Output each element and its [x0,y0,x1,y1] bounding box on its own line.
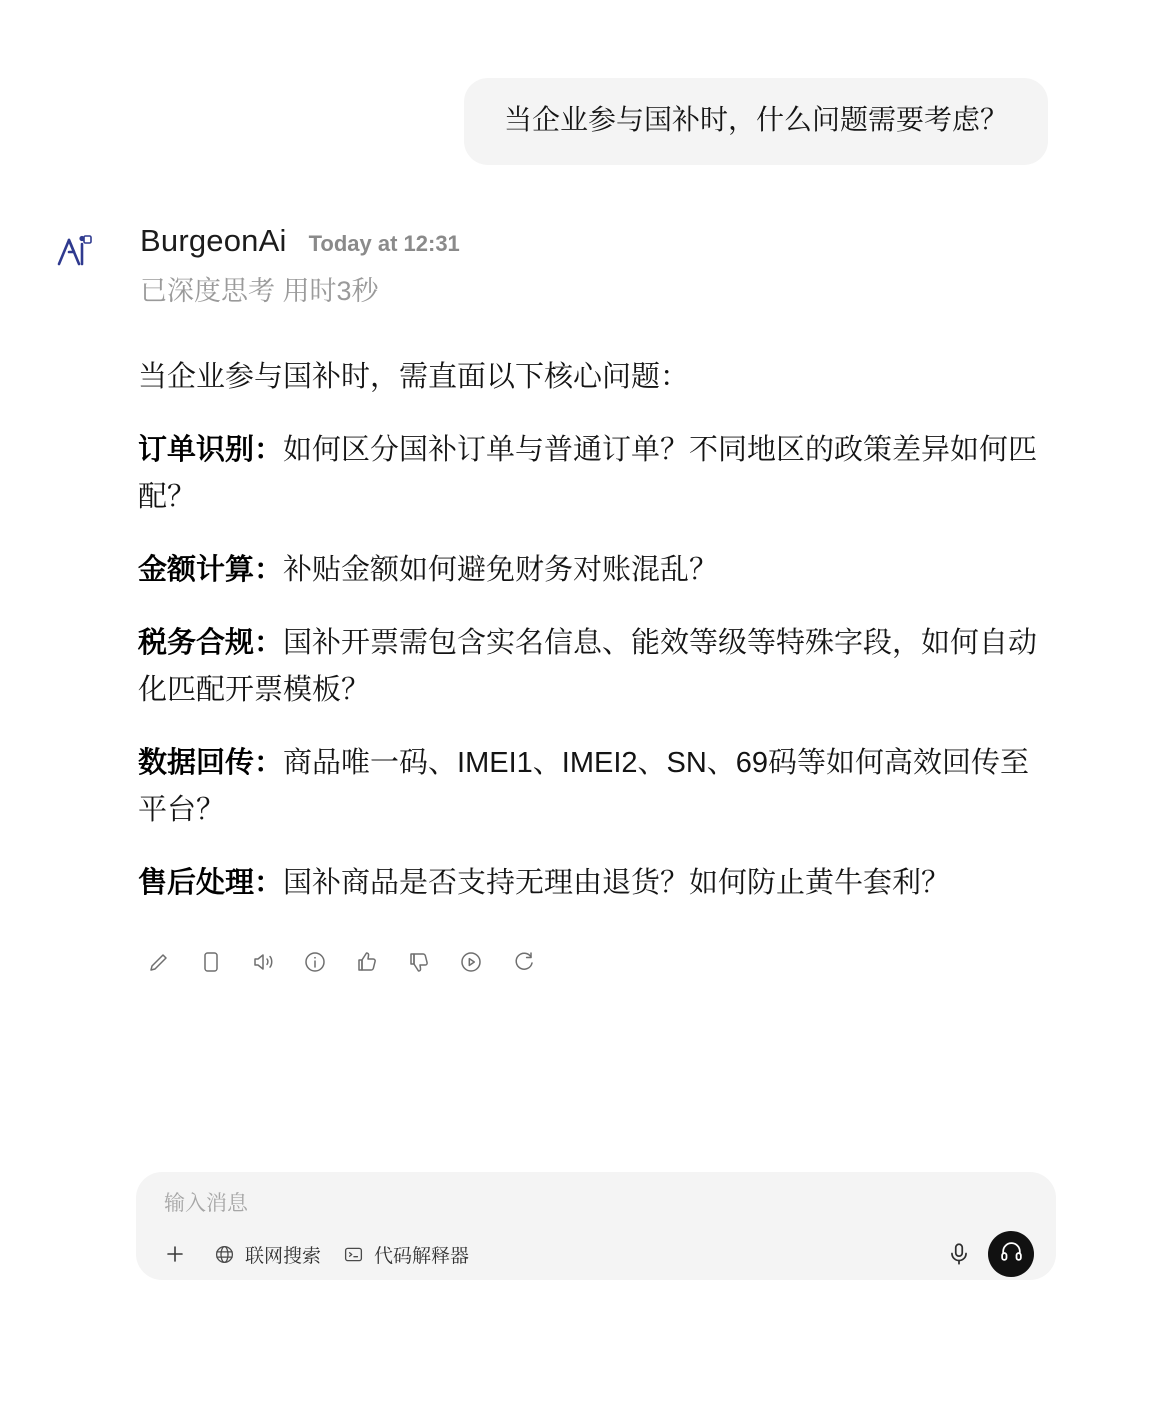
point-label: 金额计算： [138,554,284,587]
assistant-timestamp: Today at 12:31 [308,231,460,257]
speaker-icon[interactable] [248,947,278,977]
thinking-status[interactable]: 已深度思考 用时3秒 [140,276,379,307]
point-paragraph [138,860,1056,907]
intro-paragraph: 当企业参与国补时，需直面以下核心问题： [138,361,690,394]
microphone-icon[interactable] [946,1241,972,1267]
point-paragraph [138,740,1056,834]
user-message-bubble: 当企业参与国补时，什么问题需要考虑？ [464,78,1048,165]
assistant-header [48,223,1056,308]
web-search-label: 联网搜索 [245,1245,322,1267]
point-label: 订单识别： [138,434,284,467]
assistant-name: BurgeonAi [140,223,287,259]
point-text: 如何区分国补订单与普通订单？不同地区的政策差异如何匹配？ [138,434,1038,514]
add-attachment-button[interactable] [158,1237,192,1271]
thumbs-down-icon[interactable] [404,947,434,977]
message-action-bar [144,947,1056,977]
assistant-name-line [140,223,460,259]
message-composer[interactable] [136,1172,1056,1280]
code-interpreter-tool[interactable] [343,1241,469,1268]
assistant-header-text [140,223,460,308]
info-icon[interactable] [300,947,330,977]
point-paragraph [138,547,1056,594]
code-interpreter-label: 代码解释器 [374,1245,470,1267]
globe-icon [214,1244,235,1265]
point-label: 售后处理： [138,866,284,899]
edit-icon[interactable] [144,947,174,977]
point-label: 数据回传： [138,747,284,779]
point-label: 税务合规： [138,627,284,660]
point-paragraph [138,620,1056,714]
point-text: 商品唯一码、IMEI1、IMEI2、SN、69码等如何高效回传至平台？ [138,747,1030,826]
ai-logo-icon [48,227,98,277]
code-icon [343,1244,364,1265]
headphones-icon [999,1239,1024,1269]
user-message-row [0,0,1176,165]
copy-icon[interactable] [196,947,226,977]
point-text: 国补商品是否支持无理由退货？如何防止黄牛套利？ [283,866,951,899]
composer-toolbar [158,1232,1034,1276]
point-text: 补贴金额如何避免财务对账混乱？ [283,554,719,587]
play-icon[interactable] [456,947,486,977]
message-input[interactable] [158,1190,1034,1218]
voice-mode-button[interactable] [988,1231,1034,1277]
assistant-message [0,165,1176,977]
assistant-message-body [138,354,1056,907]
point-text: 国补开票需包含实名信息、能效等级等特殊字段，如何自动化匹配开票模板？ [138,627,1038,707]
thumbs-up-icon[interactable] [352,947,382,977]
web-search-tool[interactable] [214,1241,321,1268]
point-paragraph [138,427,1056,521]
regenerate-icon[interactable] [508,947,538,977]
